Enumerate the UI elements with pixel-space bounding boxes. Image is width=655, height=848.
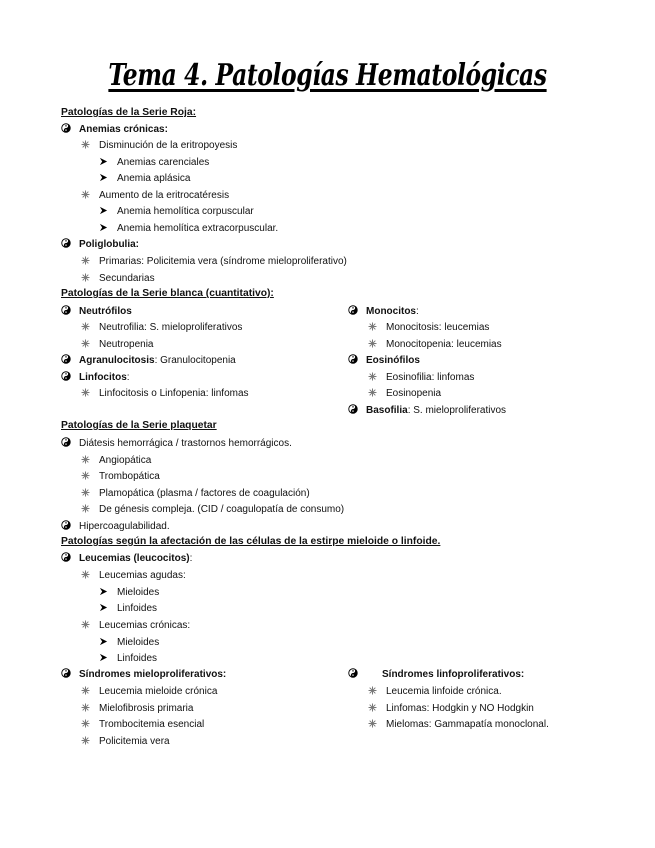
list-item-agranulocitosis: Agranulocitosis: Granulocitopenia: [61, 354, 236, 368]
list-item-linfocitosis: Linfocitosis o Linfopenia: linfomas: [81, 387, 249, 401]
arrow-bullet-icon: [99, 587, 108, 596]
yin-yang-bullet-icon: [61, 238, 71, 248]
arrow-bullet-icon: [99, 653, 108, 662]
list-item-trombocitemia: Trombocitemia esencial: [81, 718, 204, 732]
star-bullet-icon: [81, 455, 90, 464]
star-bullet-icon: [81, 570, 90, 579]
list-item-aumento: Aumento de la eritrocatéresis: [81, 189, 229, 203]
arrow-bullet-icon: [99, 157, 108, 166]
star-bullet-icon: [81, 736, 90, 745]
yin-yang-bullet-icon: [61, 668, 71, 678]
yin-yang-bullet-icon: [61, 123, 71, 133]
star-bullet-icon: [81, 388, 90, 397]
list-item-cronicas: Leucemias crónicas:: [81, 619, 190, 633]
list-item-neutrofilia: Neutrofilia: S. mieloproliferativos: [81, 321, 242, 335]
star-bullet-icon: [81, 190, 90, 199]
arrow-bullet-icon: [99, 223, 108, 232]
yin-yang-bullet-icon: [348, 404, 358, 414]
star-bullet-icon: [81, 703, 90, 712]
list-item-anemias: Anemias crónicas:: [61, 123, 168, 137]
star-bullet-icon: [368, 322, 377, 331]
arrow-bullet-icon: [99, 173, 108, 182]
yin-yang-bullet-icon: [61, 552, 71, 562]
star-bullet-icon: [81, 140, 90, 149]
list-item-hipercoagulabilidad: Hipercoagulabilidad.: [61, 520, 170, 534]
list-item-leucemia-linfoide: Leucemia linfoide crónica.: [368, 685, 502, 699]
list-item-monocitosis: Monocitosis: leucemias: [368, 321, 489, 335]
list-item-agudas: Leucemias agudas:: [81, 569, 186, 583]
yin-yang-bullet-icon: [348, 354, 358, 364]
list-item-corpuscular: Anemia hemolítica corpuscular: [99, 205, 254, 219]
star-bullet-icon: [81, 488, 90, 497]
list-item-basofilia: Basofilia: S. mieloproliferativos: [348, 404, 506, 418]
list-item-neutrofilos: Neutrófilos: [61, 305, 132, 319]
arrow-bullet-icon: [99, 603, 108, 612]
star-bullet-icon: [368, 388, 377, 397]
star-bullet-icon: [81, 471, 90, 480]
list-item-eosinofilia: Eosinofilia: linfomas: [368, 371, 474, 385]
yin-yang-bullet-icon: [61, 371, 71, 381]
section-heading-blanca: Patologías de la Serie blanca (cuantitativo):: [61, 288, 274, 299]
list-item-neutropenia: Neutropenia: [81, 338, 153, 352]
star-bullet-icon: [368, 372, 377, 381]
list-item-policitemia: Policitemia vera: [81, 735, 170, 749]
page-title: Tema 4. Patologías Hematológicas: [108, 58, 547, 93]
yin-yang-bullet-icon: [348, 668, 358, 678]
list-item-angiopatica: Angiopática: [81, 454, 151, 468]
star-bullet-icon: [81, 504, 90, 513]
list-item-linfoproliferativos: Síndromes linfoproliferativos:: [348, 668, 524, 682]
list-item-carenciales: Anemias carenciales: [99, 156, 209, 170]
list-item-poliglobulia: Poliglobulia:: [61, 238, 139, 252]
star-bullet-icon: [368, 703, 377, 712]
section-heading-mieloide: Patologías según la afectación de las células de la estirpe mieloide o linfoide.: [61, 536, 441, 547]
list-item-aplasica: Anemia aplásica: [99, 172, 190, 186]
list-item-primarias: Primarias: Policitemia vera (síndrome mieloproliferativo): [81, 255, 347, 269]
list-item-mieloproliferativos: Síndromes mieloproliferativos:: [61, 668, 226, 682]
list-item-monocitopenia: Monocitopenia: leucemias: [368, 338, 502, 352]
star-bullet-icon: [368, 719, 377, 728]
section-heading-plaquetar: Patologías de la Serie plaquetar: [61, 420, 217, 431]
list-item-linfocitos: Linfocitos:: [61, 371, 130, 385]
list-item-secundarias: Secundarias: [81, 272, 155, 286]
star-bullet-icon: [81, 256, 90, 265]
list-item-linfoides-cronicas: Linfoides: [99, 652, 157, 666]
list-item-diatesis: Diátesis hemorrágica / trastornos hemorrágicos.: [61, 437, 292, 451]
list-item-leucemias: Leucemias (leucocitos):: [61, 552, 192, 566]
list-item-disminucion: Disminución de la eritropoyesis: [81, 139, 237, 153]
star-bullet-icon: [368, 686, 377, 695]
star-bullet-icon: [81, 339, 90, 348]
list-item-mieloides-agudas: Mieloides: [99, 586, 159, 600]
list-item-mieloides-cronicas: Mieloides: [99, 636, 159, 650]
list-item-genesis: De génesis compleja. (CID / coagulopatía de consumo): [81, 503, 344, 517]
list-item-eosinofilos: Eosinófilos: [348, 354, 420, 368]
list-item-mielofibrosis: Mielofibrosis primaria: [81, 702, 193, 716]
list-item-eosinopenia: Eosinopenia: [368, 387, 441, 401]
yin-yang-bullet-icon: [348, 305, 358, 315]
yin-yang-bullet-icon: [61, 354, 71, 364]
list-item-mielomas: Mielomas: Gammapatía monoclonal.: [368, 718, 549, 732]
list-item-linfoides-agudas: Linfoides: [99, 602, 157, 616]
section-heading-roja: Patologías de la Serie Roja:: [61, 107, 197, 118]
list-item-monocitos: Monocitos:: [348, 305, 419, 319]
yin-yang-bullet-icon: [61, 305, 71, 315]
star-bullet-icon: [368, 339, 377, 348]
list-item-leucemia-mieloide: Leucemia mieloide crónica: [81, 685, 217, 699]
yin-yang-bullet-icon: [61, 437, 71, 447]
star-bullet-icon: [81, 719, 90, 728]
star-bullet-icon: [81, 686, 90, 695]
list-item-extracorpuscular: Anemia hemolítica extracorpuscular.: [99, 222, 278, 236]
list-item-plamopatica: Plamopática (plasma / factores de coagulación): [81, 487, 310, 501]
yin-yang-bullet-icon: [61, 520, 71, 530]
arrow-bullet-icon: [99, 206, 108, 215]
star-bullet-icon: [81, 273, 90, 282]
list-item-linfomas: Linfomas: Hodgkin y NO Hodgkin: [368, 702, 534, 716]
list-item-trombopatica: Trombopática: [81, 470, 160, 484]
star-bullet-icon: [81, 620, 90, 629]
arrow-bullet-icon: [99, 637, 108, 646]
star-bullet-icon: [81, 322, 90, 331]
